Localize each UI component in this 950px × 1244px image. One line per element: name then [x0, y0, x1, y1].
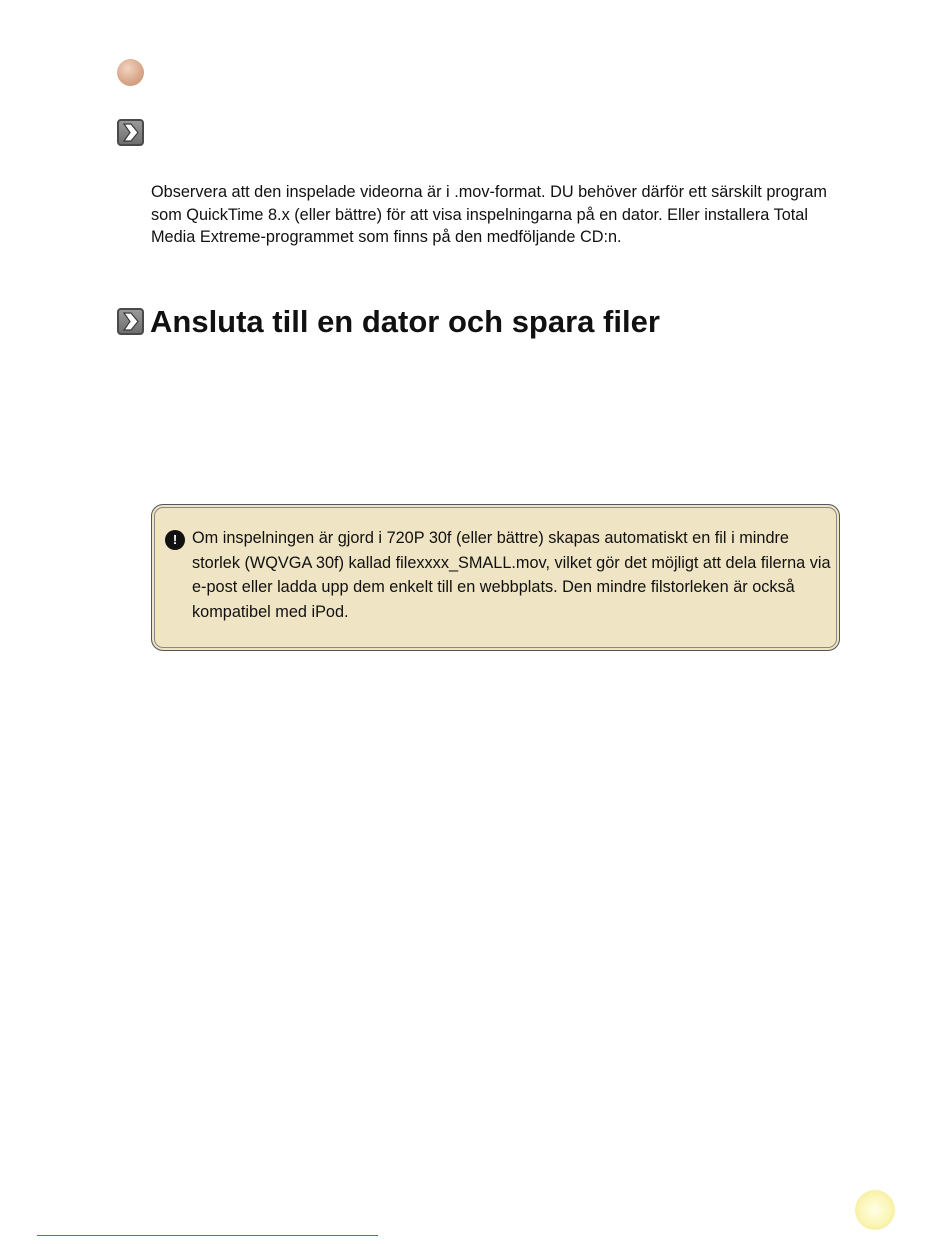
page-number-badge — [855, 1190, 895, 1230]
section-chevron-right-icon — [117, 308, 144, 335]
footer-rule — [37, 1235, 378, 1236]
chevron-right-icon — [117, 119, 144, 146]
chevron-right-icon-glyph — [119, 121, 142, 144]
tip-text: Om inspelningen är gjord i 720P 30f (eller bättre) skapas automatiskt en fil i mindre storlek (WQVGA 30f) kallad filexxxx_SMALL.mov, vilket gör det möjligt att dela filerna via e-post eller ladda upp dem enkelt till en webbplats. Den mindre filstorleken är också kompatibel med iPod. — [192, 529, 831, 621]
mov-format-note: Observera att den inspelade videorna är i .mov-format. DU behöver därför ett särskilt program som QuickTime 8.x (eller bättre) för att visa inspelningarna på en dator. Eller installera Total Media Extreme-programmet som finns på den medföljande CD:n. — [151, 183, 827, 246]
section-title: Ansluta till en dator och spara filer — [150, 304, 660, 339]
bullet-circle-icon — [117, 59, 144, 86]
chevron-right-icon-glyph — [119, 310, 142, 333]
exclamation-icon: ! — [165, 530, 185, 550]
tip-box — [151, 504, 840, 651]
